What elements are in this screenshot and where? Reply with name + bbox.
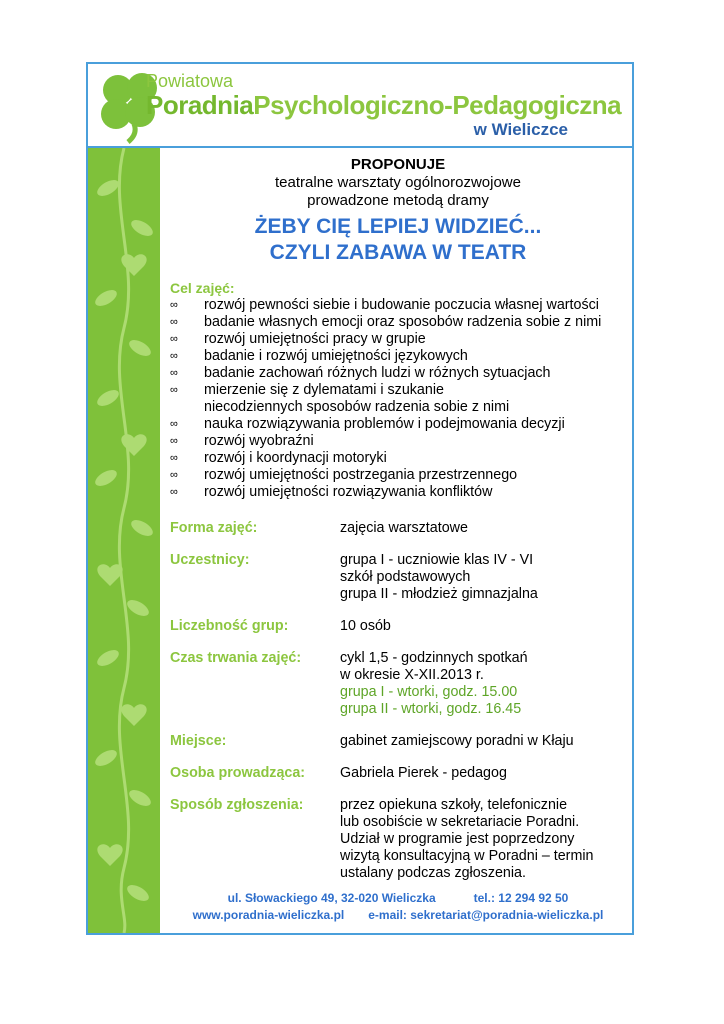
list-item: ∞ rozwój pewności siebie i budowanie poczucia własnej wartości xyxy=(170,297,599,313)
infinity-bullet-icon: ∞ xyxy=(170,384,178,396)
infinity-bullet-icon: ∞ xyxy=(170,367,178,379)
title-line1: ŻEBY CIĘ LEPIEJ WIDZIEĆ... xyxy=(254,215,542,238)
detail-sposob xyxy=(170,797,626,882)
detail-uczestnicy xyxy=(170,552,626,603)
logo-city-text: w Wieliczce xyxy=(473,120,568,139)
detail-value: cykl 1,5 - godzinnych spotkań w okresie X-XII.2013 r. grupa I - wtorki, godz. 15.00 grupa II - wtorki, godz. 16.45 xyxy=(340,650,528,717)
infinity-bullet-icon: ∞ xyxy=(170,435,178,447)
list-item: ∞ badanie zachowań różnych ludzi w różnych sytuacjach xyxy=(170,365,551,381)
decorative-floral-strip xyxy=(88,148,160,933)
list-item: ∞ mierzenie się z dylematami i szukanie niecodziennych sposobów radzenia sobie z nimi xyxy=(170,382,510,415)
flyer-frame xyxy=(86,62,634,935)
logo-main-part1: Poradnia xyxy=(146,90,254,120)
list-item: ∞ rozwój wyobraźni xyxy=(170,433,314,449)
infinity-bullet-icon: ∞ xyxy=(170,333,178,345)
detail-value: zajęcia warsztatowe xyxy=(340,520,468,536)
list-item: ∞ badanie własnych emocji oraz sposobów radzenia sobie z nimi xyxy=(170,314,602,330)
detail-value: gabinet zamiejscowy poradni w Kłaju xyxy=(340,733,574,749)
list-item: ∞ rozwój umiejętności pracy w grupie xyxy=(170,331,426,347)
infinity-bullet-icon: ∞ xyxy=(170,316,178,328)
list-item: ∞ rozwój umiejętności postrzegania przestrzennego xyxy=(170,467,518,483)
list-item: ∞ rozwój umiejętności rozwiązywania konfliktów xyxy=(170,484,493,500)
intro-line1: teatralne warsztaty ogólnorozwojowe xyxy=(275,174,521,191)
footer-contact xyxy=(170,890,626,924)
logo-small-text: Powiatowa xyxy=(146,71,234,91)
detail-forma xyxy=(170,520,626,537)
infinity-bullet-icon: ∞ xyxy=(170,418,178,430)
infinity-bullet-icon: ∞ xyxy=(170,486,178,498)
goals-list xyxy=(170,297,626,501)
infinity-bullet-icon: ∞ xyxy=(170,452,178,464)
footer-website-link[interactable]: www.poradnia-wieliczka.pl xyxy=(192,908,345,922)
logo-main-part2: Psychologiczno-Pedagogiczna xyxy=(253,90,622,120)
detail-czas xyxy=(170,650,626,718)
footer-phone: tel.: 12 294 92 50 xyxy=(473,891,569,905)
list-item: ∞ nauka rozwiązywania problemów i podejmowania decyzji xyxy=(170,416,565,432)
detail-value: grupa I - uczniowie klas IV - VI szkół podstawowych grupa II - młodzież gimnazjalna xyxy=(340,552,538,602)
header-divider xyxy=(88,146,632,148)
logo-main-text xyxy=(146,90,621,121)
detail-label: Liczebność grup: xyxy=(170,618,289,634)
detail-label: Miejsce: xyxy=(170,733,227,749)
detail-label: Uczestnicy: xyxy=(170,552,250,568)
detail-osoba xyxy=(170,765,626,782)
goals-label: Cel zajęć: xyxy=(170,280,235,296)
detail-label: Czas trwania zajęć: xyxy=(170,650,302,666)
infinity-bullet-icon: ∞ xyxy=(170,299,178,311)
title-line2: CZYLI ZABAWA W TEATR xyxy=(269,241,527,264)
detail-miejsce xyxy=(170,733,626,750)
detail-value: przez opiekuna szkoły, telefonicznie lub osobiście w sekretariacie Poradni. Udział w programie jest poprzedzony wizytą konsultacyjną w Poradni – termin ustalany podczas zgłoszenia. xyxy=(340,797,594,881)
detail-value: 10 osób xyxy=(340,618,391,634)
intro-line2: prowadzone metodą dramy xyxy=(307,192,489,209)
infinity-bullet-icon: ∞ xyxy=(170,350,178,362)
detail-liczebnosc xyxy=(170,618,626,635)
detail-label: Osoba prowadząca: xyxy=(170,765,306,781)
list-item: ∞ rozwój i koordynacji motoryki xyxy=(170,450,387,466)
header-logo xyxy=(88,64,632,146)
detail-value: Gabriela Pierek - pedagog xyxy=(340,765,507,781)
detail-label: Sposób zgłoszenia: xyxy=(170,797,304,813)
detail-label: Forma zajęć: xyxy=(170,520,258,536)
footer-address: ul. Słowackiego 49, 32-020 Wieliczka xyxy=(227,891,436,905)
main-content xyxy=(170,154,626,882)
infinity-bullet-icon: ∞ xyxy=(170,469,178,481)
proponuje-heading: PROPONUJE xyxy=(350,156,446,173)
floral-pattern-icon xyxy=(88,148,160,933)
footer-email-link[interactable]: e-mail: sekretariat@poradnia-wieliczka.pl xyxy=(368,908,604,922)
list-item: ∞ badanie i rozwój umiejętności językowych xyxy=(170,348,468,364)
